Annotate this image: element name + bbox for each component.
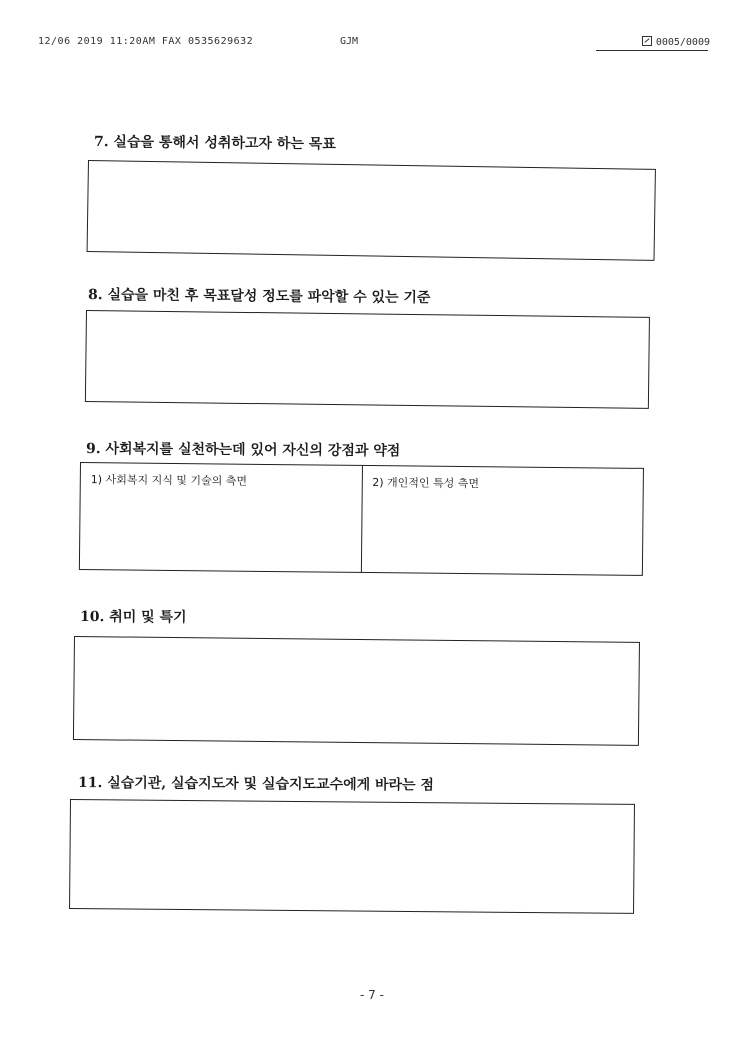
fax-sender-id: GJM <box>340 36 359 47</box>
section-9-answer-table <box>79 462 644 576</box>
section-10-answer-box[interactable] <box>73 636 640 746</box>
section-7-title: 7. 실습을 통해서 성취하고자 하는 목표 <box>93 134 336 153</box>
section-9-personal-cell[interactable] <box>360 466 643 575</box>
fax-header <box>38 36 710 54</box>
section-8-answer-box[interactable] <box>85 310 650 409</box>
section-9-title: 9. 사회복지를 실천하는데 있어 자신의 강점과 약점 <box>85 441 401 460</box>
fax-page-counter <box>642 36 710 48</box>
page-number: - 7 - <box>360 988 384 1002</box>
section-7-answer-box[interactable] <box>87 160 656 261</box>
fax-header-rule <box>596 50 708 51</box>
section-8-title: 8. 실습을 마친 후 목표달성 정도를 파악할 수 있는 기준 <box>87 287 431 306</box>
section-10-title: 10. 취미 및 특기 <box>79 609 187 626</box>
fax-page-count: 0005/0009 <box>655 37 710 48</box>
section-9-knowledge-label: 1) 사회복지 지식 및 기술의 측면 <box>90 473 248 488</box>
section-11-title: 11. 실습기관, 실습지도자 및 실습지도교수에게 바라는 점 <box>77 775 435 794</box>
fax-page-icon <box>642 36 652 46</box>
section-11-answer-box[interactable] <box>69 799 635 914</box>
section-9-personal-label: 2) 개인적인 특성 측면 <box>372 476 480 491</box>
fax-timestamp: 12/06 2019 11:20AM FAX 0535629632 <box>38 36 254 47</box>
section-9-knowledge-cell[interactable] <box>80 463 362 572</box>
